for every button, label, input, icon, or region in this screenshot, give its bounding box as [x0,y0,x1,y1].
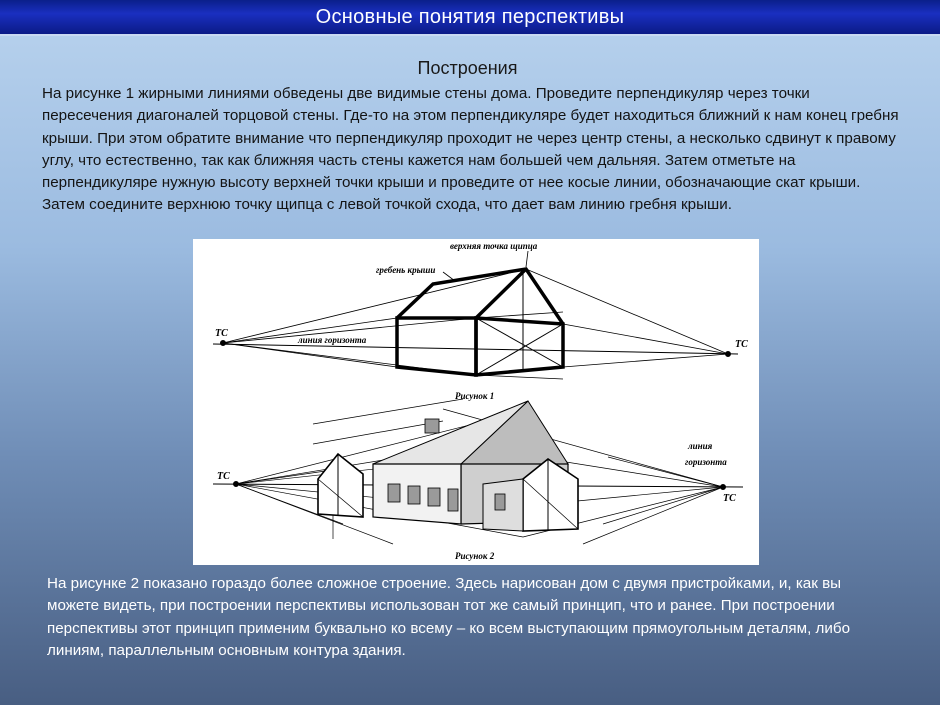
section-subtitle: Построения [417,58,518,78]
window-4 [495,494,505,510]
house-walls-1 [397,269,563,375]
door [448,489,458,511]
caption-figure-1: Рисунок 1 [455,391,495,401]
caption-figure-2: Рисунок 2 [455,551,495,561]
conclusion-paragraph: На рисунке 2 показано гораздо более сложное строение. Здесь нарисован дом с двумя пристройками, и, как вы можете видеть, при построении перспективы использован тот же самый принцип, что и ранее. При построении перспективы этот принцип применим буквально ко всему – ко всем выступающим прямоугольным деталям, либо линиям, параллельным основным контура здания. [47,575,851,659]
label-top-point: верхняя точка щипца [450,241,538,251]
label-tc-left-1: ТС [215,328,228,339]
left-annex [318,454,363,517]
construction-lines-left-1 [223,269,563,379]
window-2 [408,486,420,504]
chimney [425,419,439,433]
label-horizon-2b: горизонта [685,457,727,467]
window-1 [388,484,400,502]
label-tc-left-2: ТС [217,471,230,482]
leader-top-point [526,251,528,267]
window-3 [428,488,440,506]
perspective-figure [193,239,759,565]
label-ridge: гребень крыши [376,265,436,275]
label-tc-right-1: ТС [735,339,748,350]
figure-1 [213,251,738,379]
figure-2 [213,399,743,544]
slide-title: Основные понятия перспективы [315,6,625,28]
intro-paragraph: На рисунке 1 жирными линиями обведены две видимые стены дома. Проведите перпендикуляр через точки пересечения диагоналей торцовой стены. Где-то на этом перпендикуляре будет находиться ближний к нам конец гребня крыши. При этом обратите внимание что перпендикуляр проходит не через центр стены, а несколько сдвинут к правому углу, что естественно, так как ближняя часть стены кажется нам большей чем дальняя. Затем отметьте на перпендикуляре нужную высоту верхней точки крыши и проведите от нее косые линии, обозначающие скат крыши. Затем соедините верхнюю точку щипца с левой точкой схода, что дает вам линию гребня крыши. [42,85,899,214]
label-horizon-2a: линия [688,441,713,451]
label-horizon-1: линия горизонта [298,335,367,345]
perspective-drawing [193,239,759,565]
title-bar [0,0,940,36]
label-tc-right-2: ТС [723,493,736,504]
